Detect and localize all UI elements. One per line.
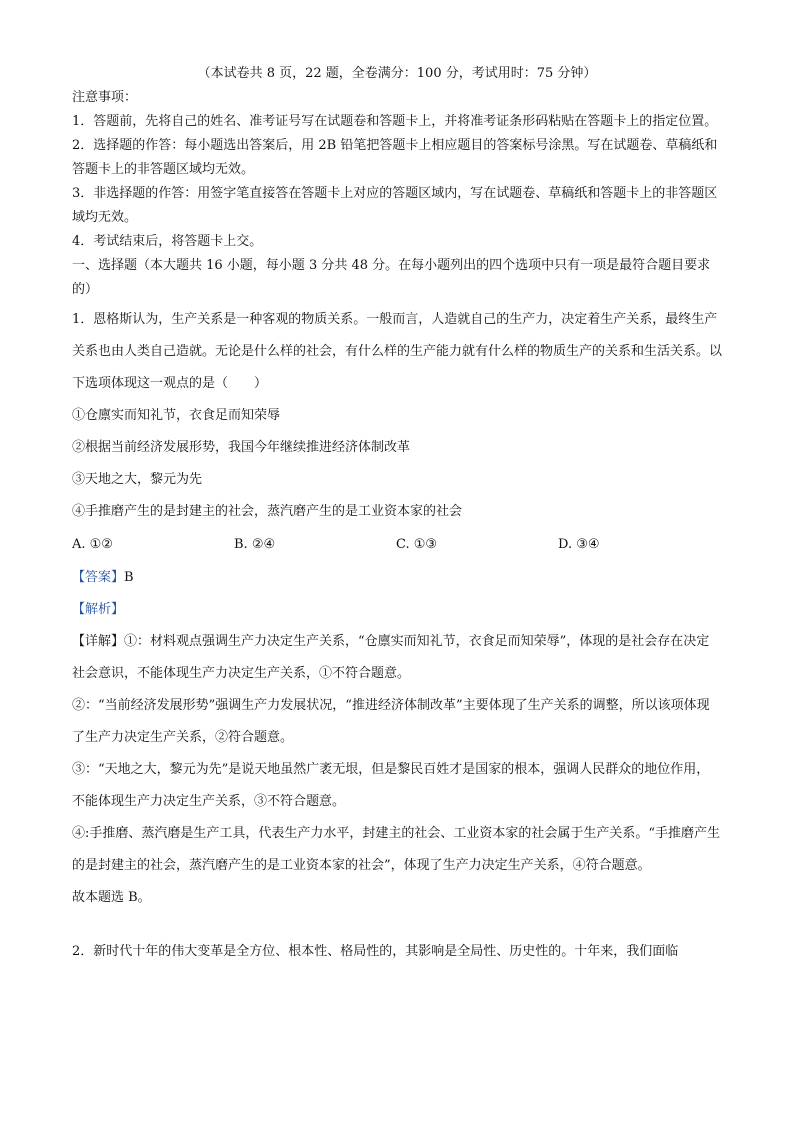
option-b: B. ②④: [234, 537, 276, 552]
answer-label: 【答案】: [72, 570, 125, 585]
answer-options: [72, 528, 722, 562]
note-item-1: 1．答题前，先将自己的姓名、准考证号写在试题卷和答题卡上，并将准考证条形码粘贴在答题卡上的指定位置。: [72, 114, 718, 129]
question-2-stem: 2．新时代十年的伟大变革是全方位、根本性、格局性的，其影响是全局性、历史性的。十年来，我们面临: [72, 944, 679, 959]
option-a: A. ①②: [72, 537, 113, 552]
exam-page: [72, 62, 722, 968]
option-c: C. ①③: [396, 537, 438, 552]
detail-label: 【详解】: [72, 634, 125, 649]
statement-4: ④手推磨产生的是封建主的社会，蒸汽磨产生的是工业资本家的社会: [72, 504, 463, 519]
option-d: D. ③④: [558, 537, 600, 552]
statement-1: ①仓廪实而知礼节，衣食足而知荣辱: [72, 408, 281, 423]
answer-value: B: [124, 570, 134, 585]
detail-1: [72, 626, 722, 690]
note-item-2: 2．选择题的作答：每小题选出答案后，用 2B 铅笔把答题卡上相应题目的答案标号涂黑。写在试题卷、草稿纸和答题卡上的非答题区域均无效。: [72, 138, 718, 177]
note-item-4: 4．考试结束后，将答题卡上交。: [72, 234, 263, 249]
detail-4: ④:手推磨、蒸汽磨是生产工具，代表生产力水平，封建主的社会、工业资本家的社会属于生产关系。“手推磨产生的是封建主的社会，蒸汽磨产生的是工业资本家的社会”，体现了生产力决定生产关系，④符合题意。: [72, 826, 721, 873]
conclusion: 故本题选 B。: [72, 890, 151, 905]
exam-info: （本试卷共 8 页，22 题，全卷满分：100 分，考试用时：75 分钟）: [197, 66, 597, 81]
note-item-3: 3．非选择题的作答：用签字笔直接答在答题卡上对应的答题区域内，写在试题卷、草稿纸和答题卡上的非答题区域均无效。: [72, 186, 718, 225]
notes-title: 注意事项：: [72, 90, 138, 105]
section-title: 一、选择题（本大题共 16 小题，每小题 3 分共 48 分。在每小题列出的四个选项中只有一项是最符合题目要求的）: [72, 258, 711, 297]
question-1-stem: 1．恩格斯认为，生产关系是一种客观的物质关系。一般而言，人造就自己的生产力，决定着生产关系，最终生产关系也由人类自己造就。无论是什么样的社会，有什么样的生产能力就有什么样的物质生产的关系和生活关系。以下选项体现这一观点的是（ ）: [72, 312, 723, 391]
detail-1-text: ①：材料观点强调生产力决定生产关系，“仓廪实而知礼节，衣食足而知荣辱”，体现的是社会存在决定社会意识，不能体现生产力决定生产关系，①不符合题意。: [72, 634, 710, 681]
detail-2: ②：“当前经济发展形势”强调生产力发展状况，“推进经济体制改革”主要体现了生产关系的调整，所以该项体现了生产力决定生产关系，②符合题意。: [72, 698, 710, 745]
detail-3: ③：“天地之大，黎元为先”是说天地虽然广袤无垠，但是黎民百姓才是国家的根本，强调人民群众的地位作用，不能体现生产力决定生产关系，③不符合题意。: [72, 762, 710, 809]
analysis-label: 【解析】: [72, 602, 125, 617]
statement-3: ③天地之大，黎元为先: [72, 472, 203, 487]
answer-line: [72, 562, 722, 594]
statement-2: ②根据当前经济发展形势，我国今年继续推进经济体制改革: [72, 440, 411, 455]
